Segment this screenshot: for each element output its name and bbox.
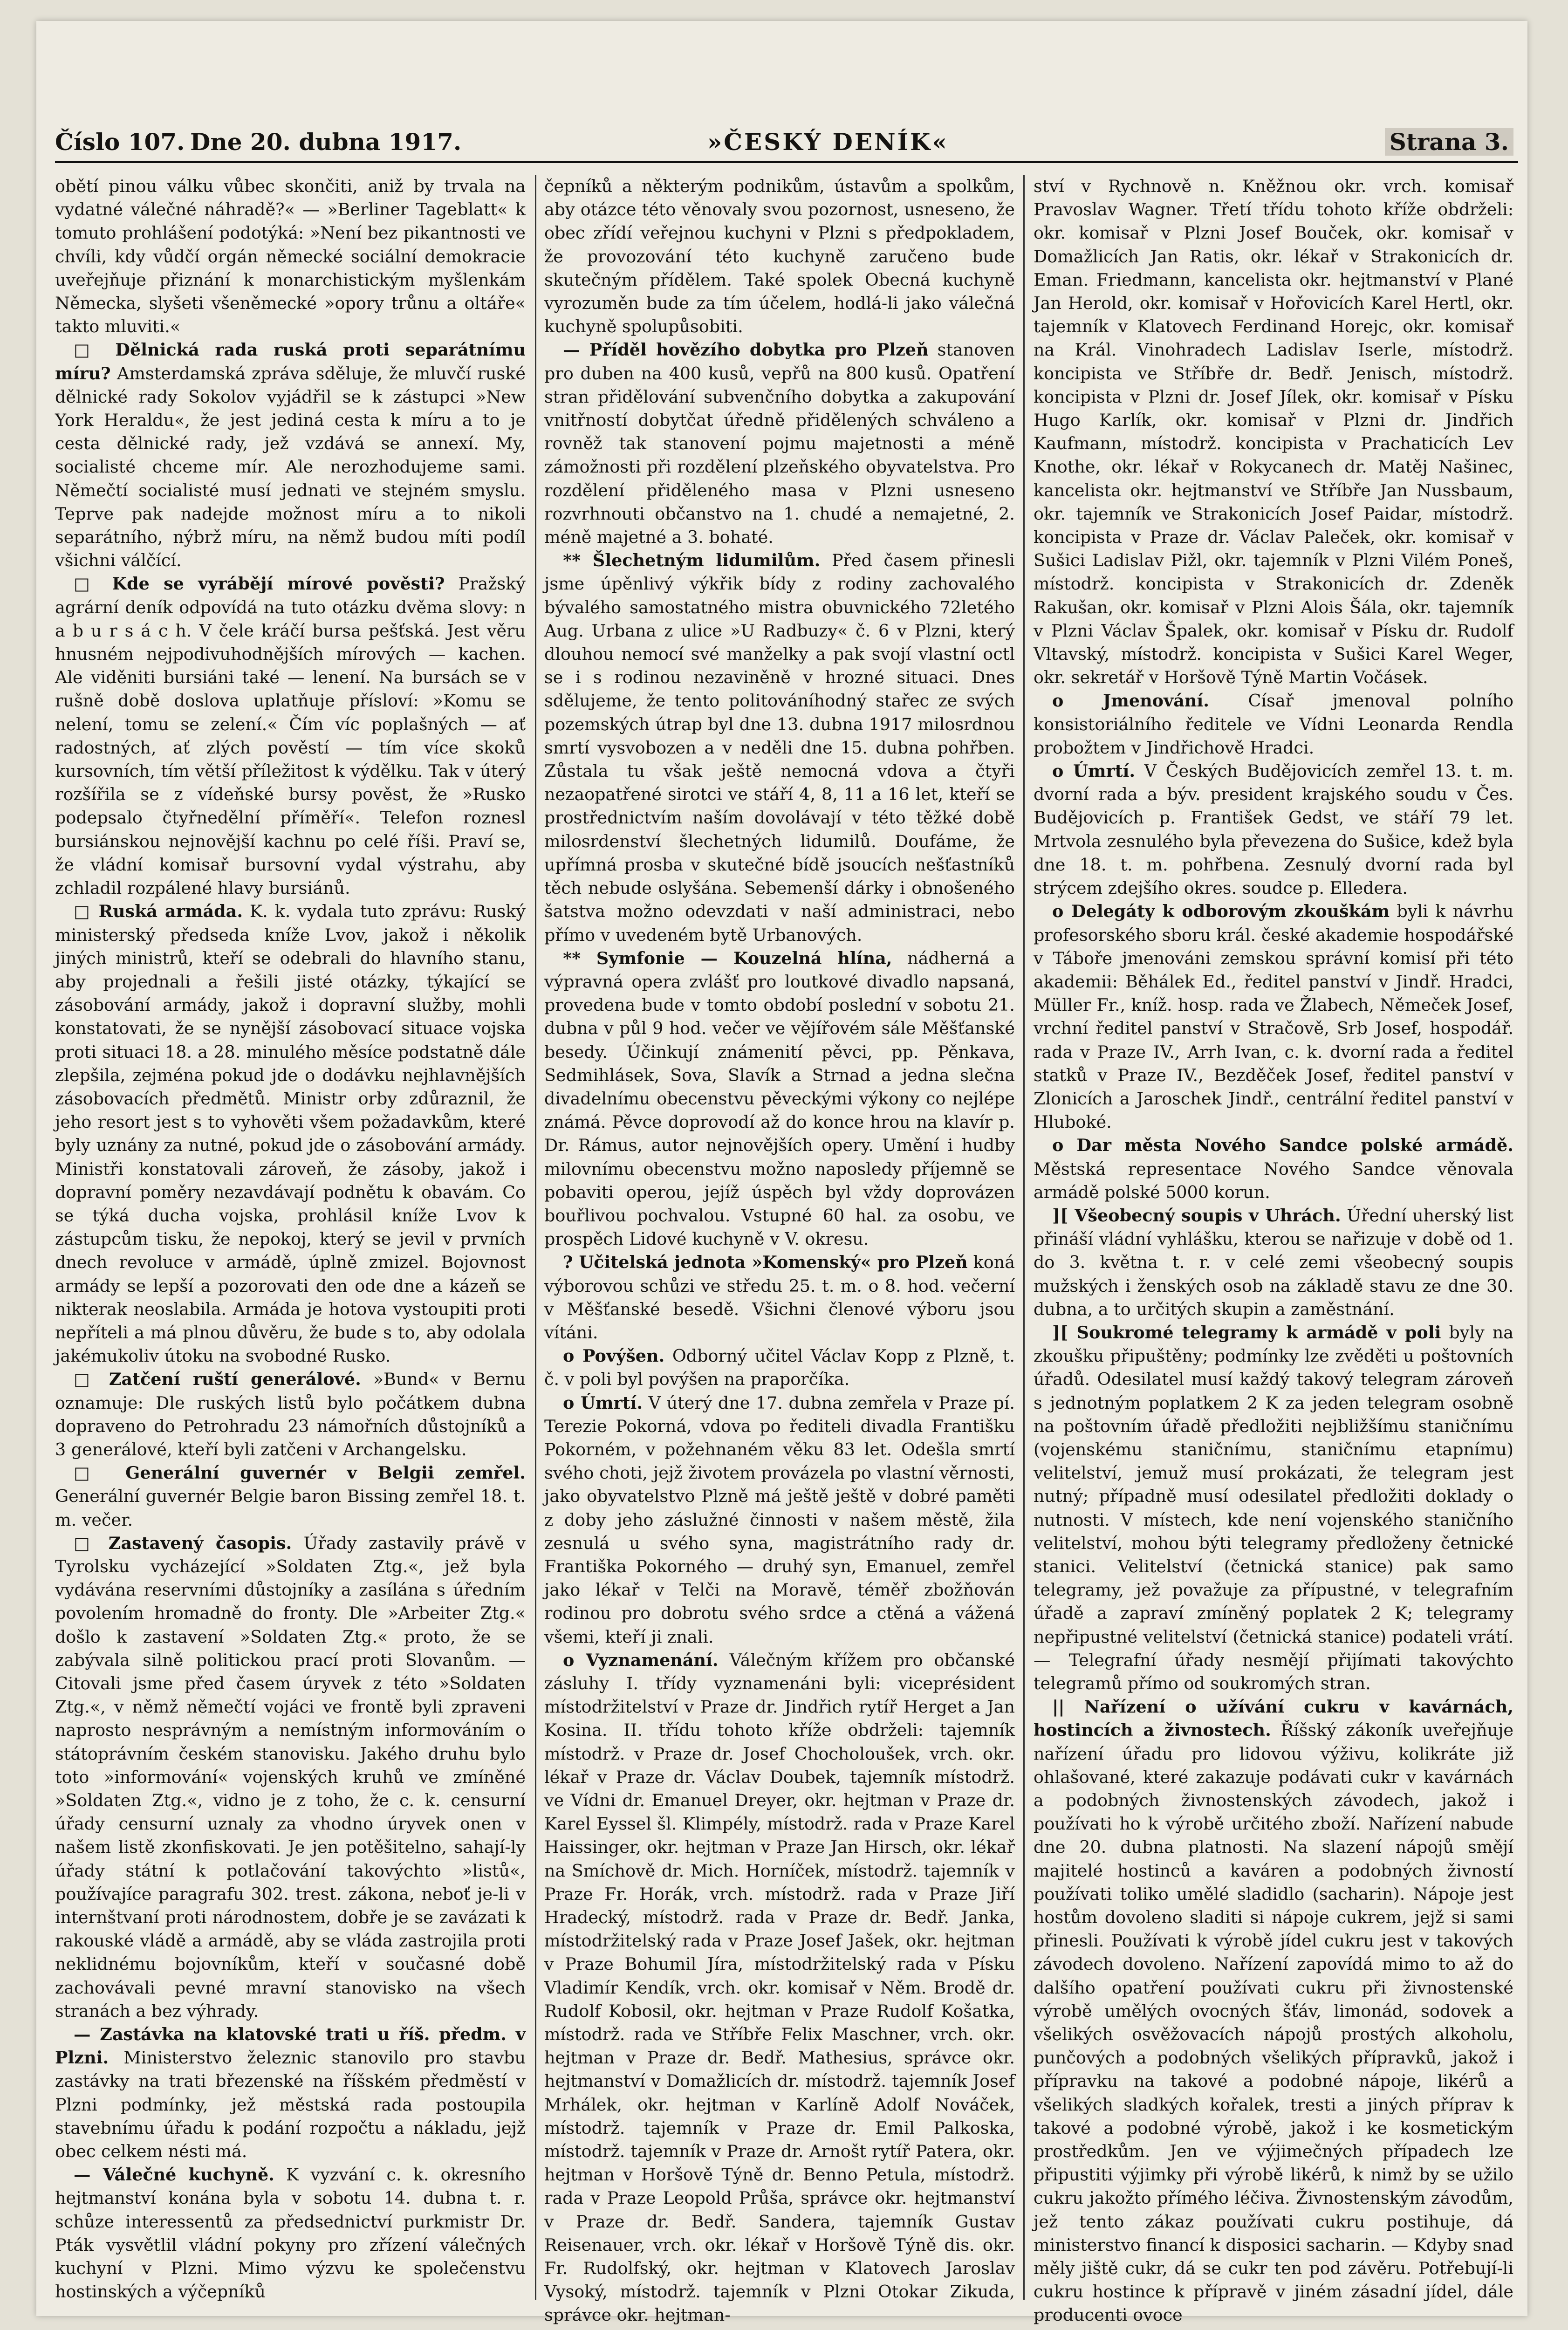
article-text: Odborný učitel Václav Kopp z Plzně, t. č. v poli byl povýšen na praporčíka. [544,1346,1015,1390]
page-number: Strana 3. [1385,128,1513,156]
article-headline: o Delegáty k odborovým zkouškám [1052,901,1390,922]
article-paragraph [544,549,1015,946]
article-text: K vyzvání c. k. okresního hejtmanství konána byla v sobotu 14. dubna t. r. schůze interessentů za předsednictví purkmistr Dr. Pták vysvětlil vládní pokyny pro zřízení válečných kuchyní v Plzni. Mimo výzvu ke společenstvu hostinských a výčepníků [55,2165,526,2302]
article-paragraph [544,1251,1015,1344]
article-text: obětí pinou válku vůbec skončiti, aniž by trvala na vydatné válečné náhradě?« — »Berliner Tageblatt« k tomuto prohlášení podotýká: »Není bez pikantnosti ve chvíli, kdy vůdčí orgán německé sociální demokracie uveřejňuje přiznání k monarchistickým myšlenkám Německa, slyšeti všeněmecké »opory trůnu a oltáře« takto mluviti.« [55,176,526,337]
article-paragraph [55,1461,526,1532]
article-paragraph [544,1344,1015,1391]
issue-number: Číslo 107. [55,128,185,156]
article-text: V Českých Budějovicích zemřel 13. t. m. dvorní rada a býv. president krajského soudu v Čes. Budějovicích p. František Gedst, ve stáří 79 let. Mrtvola zesnulého byla převezena do Sušice, kdež byla dne 18. t. m. pohřbena. Zesnulý dvorní rada byl strýcem zdejšího okres. soudce p. Elledera. [1034,761,1513,898]
article-headline: || Nařízení o užívání cukru v kavárnách, hostincích a živnostech. [1034,1697,1513,1741]
article-headline: o Vyznamenání. [563,1650,719,1670]
column-divider [535,175,536,2300]
column-2 [544,175,1015,2325]
article-headline: ? Učitelská jednota »Komenský« pro Plzeň [563,1252,968,1273]
article-text: Amsterdamská zpráva sděluje, že mluvčí ruské dělnické rady Sokolov vyjádřil se k zástupci »New York Heraldu«, že jest jediná cesta k míru a to je cesta dělnické rady, jež vzdává se annexí. My, socialisté chceme mír. Ale nerozhodujeme sami. Němečtí socialisté musí jednati ve stejném smyslu. Teprve pak nadejde možnost míru a to nikoli separátního, nýbrž míru, na němž budou míti podíl všichni válčící. [55,363,526,571]
article-headline: □ Zatčení ruští generálové. [74,1369,361,1390]
article-text: koná výborovou schůzi ve středu 25. t. m. o 8. hod. večerní v Měšťanské besedě. Všichni členové výboru jsou vítáni. [544,1252,1015,1343]
article-text: byli k návrhu profesorského sboru král. české akademie hospodářské v Táboře jmenováni zemskou správní komisí při této akademii: Běhálek Ed., ředitel panství v Jindř. Hradci, Müller Fr., kníž. hosp. rada ve Žlabech, Němeček Josef, vrchní ředitel panství v Stračově, Srb Josef, hospodář. rada v Praze IV., Arrh Ivan, c. k. dvorní rada a ředitel statků v Praze IV., Bezděček Josef, ředitel panství v Zlonicích a Jaroschek Jindř., centrální ředitel panství v Hluboké. [1034,901,1513,1132]
article-paragraph [1034,1204,1513,1321]
article-headline: □ Generální guvernér v Belgii zemřel. [74,1463,526,1483]
article-paragraph [55,2163,526,2303]
article-text: V úterý dne 17. dubna zemřela v Praze pí. Terezie Pokorná, vdova po řediteli divadla Františku Pokorném, v požehnaném věku 83 let. Odešla smrtí svého choti, jejž životem provázela po vlastní věrnosti, jako obyvatelstvo Plzně má ještě ještě v dobré paměti z doby jeho záslužné činnosti v našem městě, žila zesnulá u svého syna, magistrátního rady dr. Františka Pokorného — druhý syn, Emanuel, zemřel jako lékař v Telči na Moravě, téměř zbožňován rodinou pro dobrotu svého srdce a ctěná a vážená všemi, kteří ji znali. [544,1392,1015,1647]
article-text: ství v Rychnově n. Kněžnou okr. vrch. komisař Pravoslav Wagner. Třetí třídu tohoto kříže obdrželi: okr. komisař v Plzni Josef Bouček, okr. komisař v Domažlicích Jan Ratis, okr. lékař v Strakonicích dr. Eman. Friedmann, kancelista okr. hejtmanství v Plané Jan Herold, okr. komisař v Hořovicích Karel Hertl, okr. tajemník v Klatovech Ferdinand Horejc, okr. komisař na Král. Vinohradech Ladislav Iserle, místodrž. koncipista ve Stříbře dr. Bedř. Jenisch, místodrž. koncipista v Plzni dr. Josef Jílek, okr. komisař v Písku Hugo Karlík, okr. komisař v Plzni dr. Jindřich Kaufmann, místodrž. koncipista v Prachaticích Lev Knothe, okr. lékař v Rokycanech dr. Matěj Našinec, kancelista okr. hejtmanství ve Stříbře Jan Nussbaum, okr. tajemník ve Strakonicích Josef Paidar, místodrž. koncipista v Praze dr. Václav Paleček, okr. komisař v Sušici Ladislav Pižl, okr. tajemník v Plzni Vilém Poneš, místodrž. koncipista v Strakonicích dr. Zdeněk Rakušan, okr. komisař v Plzni Alois Šála, okr. tajemník v Plzni Václav Špalek, okr. komisař v Písku dr. Rudolf Vltavský, místodrž. koncipista v Sušici Karel Weger, okr. sekretář v Horšově Týně Martin Vočásek. [1034,176,1513,688]
article-text: K. k. vydala tuto zprávu: Ruský ministerský předseda kníže Lvov, jakož i několik jiných ministrů, kteří se odebrali do hlavního stanu, aby projednali a řešili jisté otázky, týkající se zásobování armády, jakož i dopravní služby, mohli konstatovati, že se nynější zásobovací situace vojska proti situaci 18. a 28. minulého měsíce podstatně dále zlepšila, zejména pokud jde o dodávku nejhlavnějších zásobovacích předmětů. Ministr orby zdůraznil, že jeho resort jest s to vyhověti všem požadavkům, které byly uznány za nutné, pokud jde o zásobování armády. Ministři konstatovali zároveň, že zásoby, jakož i dopravní poměry nezavdávají podnětu k obavám. Co se týká ducha vojska, prohlásil kníže Lvov k zástupcům tisku, že nepokoj, který se jevil v prvních dnech revoluce v armádě, úplně zmizel. Bojovnost armády se lepší a pozorovati den ode dne a kázeň se nikterak neoslabila. Armáda je hotova vystoupiti proti nepříteli a má plnou důvěru, že bude s to, aby odolala jakémukoliv útoku na svobodné Rusko. [55,901,526,1366]
article-headline: — Příděl hovězího dobytka pro Plzeň [563,340,929,360]
article-text: Válečným křížem pro občanské zásluhy I. třídy vyznamenáni byli: viceprésident místodržitelství v Praze dr. Jindřich rytíř Herget a Jan Kosina. II. třídu tohoto kříže obdrželi: tajemník místodrž. v Praze dr. Josef Chocholoušek, vrch. okr. lékař v Praze dr. Václav Doubek, tajemník místodrž. ve Vídni dr. Emanuel Dreyer, okr. hejtman v Praze dr. Karel Eyssel šl. Klimpély, místodrž. rada v Praze Karel Haissinger, okr. hejtman v Praze Jan Hirsch, okr. lékař na Smíchově dr. Mich. Horníček, místodrž. tajemník v Praze Fr. Horák, vrch. místodrž. rada v Praze Jiří Hradecký, místodrž. rada v Praze dr. Bedř. Janka, místodržitelský rada v Praze Josef Jašek, okr. hejtman v Praze Bohumil Jíra, místodržitelský rada v Písku Vladimír Kendík, vrch. okr. komisař v Něm. Brodě dr. Rudolf Kobosil, okr. hejtman v Praze Rudolf Košatka, místodrž. rada ve Stříbře Felix Maschner, vrch. okr. hejtman v Praze dr. Bedř. Mathesius, správce okr. hejtmanství v Domažlicích dr. místodrž. tajemník Josef Mrhálek, okr. hejtman v Karlíně Adolf Nováček, místodrž. tajemník v Praze dr. Emil Palkoska, místodrž. tajemník v Praze dr. Arnošt rytíř Patera, okr. hejtman v Horšově Týně dr. Benno Petula, místodrž. rada v Praze Leopold Průša, správce okr. hejtmanství v Praze dr. Bedř. Sandera, tajemník Gustav Reisenauer, vrch. okr. lékař v Horšově Týně dis. okr. Fr. Rudolfský, okr. hejtman v Klatovech Jaroslav Vysoký, místodrž. tajemník v Plzni Otokar Zikuda, správce okr. hejtman- [544,1650,1015,2325]
article-paragraph [544,175,1015,338]
article-headline: o Úmrtí. [563,1392,643,1413]
article-paragraph [1034,689,1513,760]
article-text: Před časem přinesli jsme úpěnlivý výkřik bídy z rodiny zachovalého bývalého samostatného mistra obuvnického 72letého Aug. Urbana z ulice »U Radbuzy« č. 6 v Plzni, který dlouhou nemocí své manželky a pak svojí vlastní octl se i s rodinou nezaviněně v hrozné situaci. Dnes sdělujeme, že tento politováníhodný stařec ze svých pozemských útrap byl dne 13. dubna 1917 milosrdnou smrtí vysvobozen a v neděli dne 15. dubna pohřben. Zůstala tu však ještě nemocná vdova a čtyři nezaopatřené sirotci ve stáří 4, 8, 11 a 16 let, kteří se prostřednictvím naším dovolávají v této těžké době milosrdenství šlechetných lidumilů. Doufáme, že upřímná prosba v skutečné bídě jsoucích nešťastníků těch nebude oslyšána. Sebemenší dárky i obnošeného šatstva možno odevzdati v naší administraci, nebo přímo v uvedeném bytě Urbanových. [544,550,1015,945]
article-paragraph [1034,1321,1513,1695]
article-headline: ** Symfonie — Kouzelná hlína, [563,948,892,968]
article-headline: ][ Soukromé telegramy k armádě v poli [1052,1322,1441,1343]
article-text: byly na zkoušku připuštěny; podmínky lze zvěděti u poštovních úřadů. Odesilatel musí každý takový telegram zároveň s jednotným poplatkem 2 K za jeden telegram osobně na poštovním úřadě předložiti nejbližšímu staničnímu (vojenskému staničnímu, staničnímu etapnímu) velitelství, jemuž musí prokázati, že telegram jest nutný; případně musí odesilatel předložiti doklady o nutnosti. V místech, kde není vojenského staničního velitelství, mohou býti telegramy předloženy četnické stanici. Velitelství (četnická stanice) pak samo telegramy, jež považuje za přípustné, v telegrafním úřadě a zapraví zmíněný poplatek 2 K; telegramy nepřipustné velitelství (četnická stanice) podateli vrátí. — Telegrafní úřady nesmějí přijímati takovýchto telegramů přímo od soukromých stran. [1034,1322,1513,1693]
article-headline: — Válečné kuchyně. [74,2165,274,2185]
article-text: Pražský agrární deník odpovídá na tuto otázku dvěma slovy: n a b u r s á c h. V čele kráčí bursa pešťská. Jest věru hnusném nejpodivuhodnějších mírových — kachen. Ale viděniti bursiáni také — lenení. Na bursách se v rušně době doslova uplatňuje přísloví: »Komu se nelení, tomu se zelení.« Čím víc poplašných — ať radostných, ať zlých pověstí — tím více skoků kursovních, tím větší příležitost k výdělku. Tak v úterý rozšířila se z vídeňské bursy pověst, že »Rusko podepsalo čtyřnedělní příměří«. Telefon roznesl bursiánskou nejnovější kachnu po celé říši. Praví se, že vládní komisař bursovní vydal výstrahu, aby zchladil rozpálené hlavy bursiánů. [55,574,526,898]
article-paragraph [55,900,526,1368]
article-headline: o Jmenování. [1052,691,1209,711]
article-paragraph [544,947,1015,1251]
article-headline: □ Zastavený časopis. [74,1533,292,1553]
column-1 [55,175,526,2300]
article-text: Úřady zastavily právě v Tyrolsku vycházející »Soldaten Ztg.«, jež byla vydávána reservními důstojníky a zasílána s úředním povolením hromadně do fronty. Dle »Arbeiter Ztg.« došlo k zastavení »Soldaten Ztg.« proto, že se zabývala silně politickou prací proti Slovanům. — Citovali jsme před časem úryvek z této »Soldaten Ztg.«, v němž němečtí vojáci ve frontě byli zpraveni naprosto nesprávným a nemístným informováním o státoprávním českém stanovisku. Jakého druhu bylo toto »informování« vojenských kruhů ve zmíněné »Soldaten Ztg.«, vidno je z toho, že c. k. censurní úřady censurní uznaly za vhodno úryvek onen v našem listě zkonfiskovati. Je jen potěšitelno, sahají-ly úřady státní k potlačování takovýchto »listů«, používajíce paragrafu 302. trest. zákona, neboť je-li v internštvaní proti národnostem, dobře je se zavázati k rakouské vládě a armádě, aby se vláda zastrojila proti neklidnému bojovníkům, kteří v současné době zachovávali pevné mravní stanovisko na všech stranách a bez výhrady. [55,1533,526,2021]
article-paragraph [55,2023,526,2163]
article-text: Úřední uherský list přináší vládní vyhlášku, kterou se nařizuje v době od 1. do 3. května t. r. v celé zemi všeobecný soupis mužských i ženských osob na základě stavu ze dne 30. dubna, a to určitých skupin a zaměstnání. [1034,1205,1513,1319]
article-paragraph [55,1368,526,1461]
article-paragraph [1034,1134,1513,1204]
article-text: Říšský zákoník uveřejňuje nařízení úřadu pro lidovou výživu, kolikráte již ohlašované, které zakazuje podávati cukr v kavárnách a podobných živnostenských závodech, jakož i používati ho k výrobě určitého zboží. Nařízení nabude dne 20. dubna platnosti. Na slazení nápojů smějí majitelé hostinců a kaváren a podobných živností používati toliko umělé sladidlo (sacharin). Nápoje jest hostům dovoleno sladiti si nápoje cukrem, jejž si sami přinesli. Používati k výrobě jídel cukru jest v takových závodech dovoleno. Nařízení zapovídá mimo to až do dalšího opatření používati cukru při živnostenské výrobě umělých ovocných šťáv, limonád, sodovek a všelikých osvěžovacích nápojů prostých alkoholu, punčových a podobných všelikých přípravků, jakož i přípravku na takové a podobné nápoje, likérů a všelikých sladkých kořalek, tresti a jiných příprav k takové a podobné výrobě, jakož i ke kosmetickým prostředkům. Jen ve výjimečných případech lze připustiti výjimky při výrobě likérů, k nimž by se užilo cukru jakožto přímého léčiva. Živnostenským závodům, jež tento zákaz používati cukru postihuje, dá ministerstvo financí k disposici sacharin. — Kdyby snad měly jiště cukr, dá se cukr ten pod závěru. Potřebují-li cukru hostince k přípravě v jiném zásadní jídel, dále producenti ovoce [1034,1720,1513,2325]
article-text: Generální guvernér Belgie baron Bissing zemřel 18. t. m. večer. [55,1486,526,1530]
article-paragraph [1034,175,1513,689]
column-3 [1034,175,1513,2325]
article-text: nádherná a výpravná opera zvlášť pro loutkové divadlo napsaná, provedena bude v tomto období poslední v sobotu 21. dubna v půl 9 hod. večer ve vějířovém sále Měšťanské besedy. Účinkují známenití pěvci, pp. Pěnkava, Sedmihlásek, Sova, Slavík a Strnad a jedna slečna divadelnímu obecenstvu pěveckými výkony co nejlépe známá. Pěvce doprovodí až do konce hrou na klavír p. Dr. Rámus, autor nejnovějších opery. Umění i hudby milovnímu obecenstvu možno naposledy příjemně se pobaviti operou, jejíž úspěch byl vždy doprovázen bouřlivou pochvalou. Vstupné 60 hal. za osobu, ve prospěch Lidové kuchyně v V. okresu. [544,948,1015,1249]
article-paragraph [55,338,526,572]
article-headline: □ Kde se vyrábějí mírové pověsti? [74,574,445,594]
article-text: »Bund« v Bernu oznamuje: Dle ruských listů bylo počátkem dubna dopraveno do Petrohradu 23 námořních důstojníků a 3 generálové, kteří byli zatčeni v Archangelsku. [55,1369,526,1460]
article-headline: ][ Všeobecný soupis v Uhrách. [1052,1205,1341,1226]
article-headline: □ Ruská armáda. [74,901,243,922]
article-paragraph [1034,900,1513,1134]
newspaper-title: »ČESKÝ DENÍK« [707,128,949,156]
article-paragraph [544,1391,1015,1649]
article-paragraph [55,1532,526,2023]
article-text: čepníků a některým podnikům, ústavům a spolkům, aby otázce této věnovaly svou pozornost, usneseno, že obec zřídí veřejnou kuchyni v Plzni s předpokladem, že provozování této kuchyně zaručeno bude skutečným přídělem. Také spolek Obecná kuchyně vyrozuměn bude za tím účelem, hodlá-li jako válečná kuchyně spolupůsobiti. [544,176,1015,337]
article-headline: □ Dělnická rada ruská proti separátnímu míru? [55,340,526,384]
page-header [55,114,1518,163]
article-paragraph [55,572,526,900]
article-headline: ** Šlechetným lidumilům. [563,550,821,571]
article-paragraph [55,175,526,338]
article-text: stanoven pro duben na 400 kusů, vepřů na 800 kusů. Opatření stran přidělování subvenčního dobytka a zakupování vnitřností dobytčat úředně přidělených schváleno a rovněž tak stanovení pojmu majetnosti a méně zámožnosti při rozdělení plzeňského obyvatelstva. Pro rozdělení přiděleného masa v Plzni usneseno rozvrhnouti občanstvo na 1. chudé a nemajetné, 2. méně majetné a 3. bohaté. [544,340,1015,548]
article-headline: o Dar města Nového Sandce polské armádě. [1052,1135,1513,1156]
newspaper-page [36,21,1527,2325]
article-paragraph [544,338,1015,549]
article-paragraph [1034,1695,1513,2327]
article-headline: o Povýšen. [563,1346,665,1366]
article-paragraph [544,1649,1015,2327]
article-text: Císař jmenoval polního konsistoriálního ředitele ve Vídni Leonarda Rendla probožtem v Jindřichově Hradci. [1034,691,1513,758]
column-divider [1023,175,1025,2300]
article-headline: o Úmrtí. [1052,761,1136,781]
issue-date: Dne 20. dubna 1917. [190,128,462,156]
article-paragraph [1034,760,1513,900]
article-text: Městská representace Nového Sandce věnovala armádě polské 5000 korun. [1034,1158,1513,1202]
article-text: Ministerstvo železnic stanovilo pro stavbu zastávky na trati březenské na říšském předměstí v Plzni podmínky, jež městská rada postoupila stavebnímu úřadu k podání rozpočtu a nákladu, jejž obec celkem nésti má. [55,2048,526,2162]
article-headline: — Zastávka na klatovské trati u říš. předm. v Plzni. [55,2024,526,2068]
